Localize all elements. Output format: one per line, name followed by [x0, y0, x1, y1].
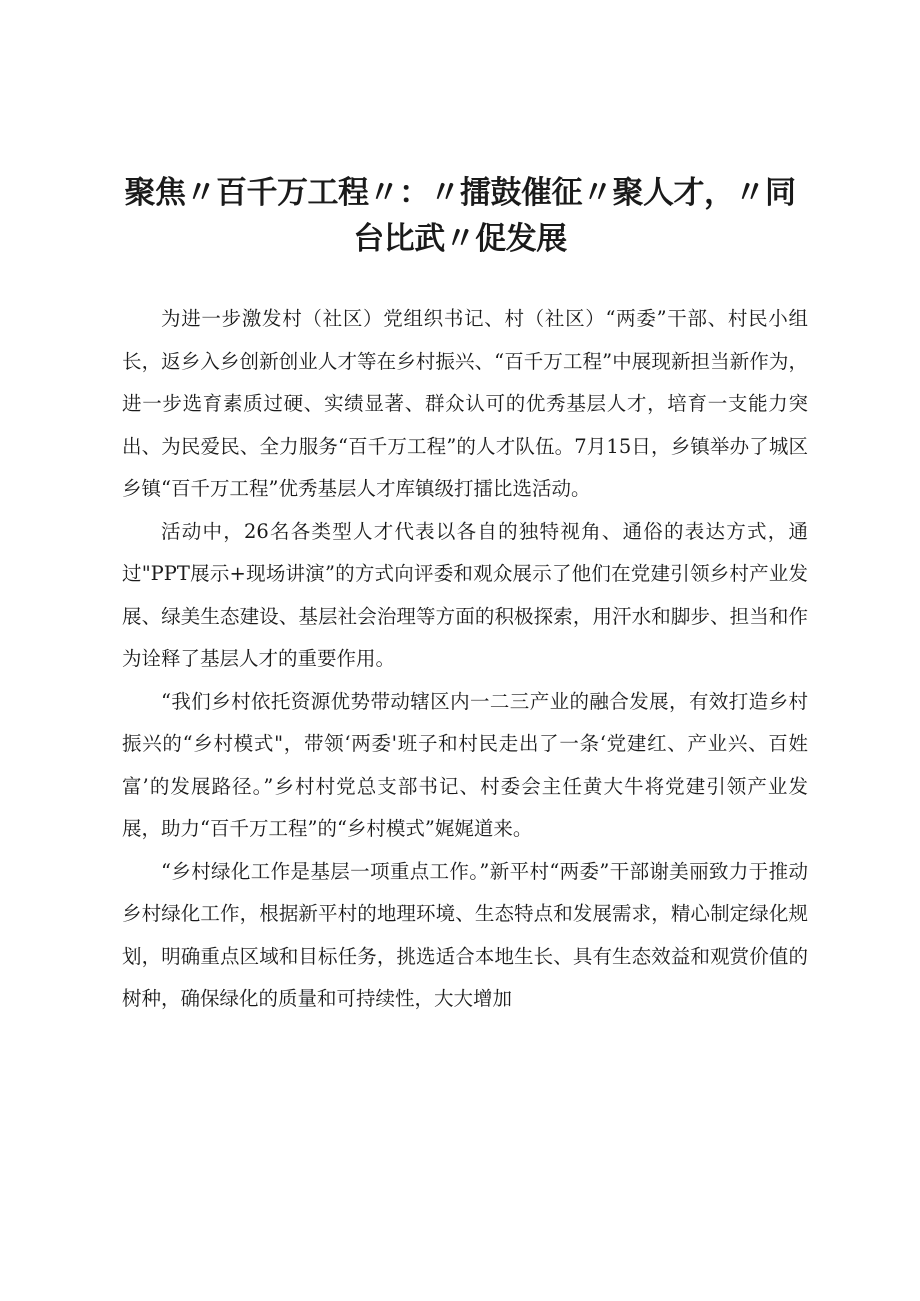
- paragraph: “乡村绿化工作是基层一项重点工作。”新平村“两委”干部谢美丽致力于推动乡村绿化工作，根据新平村的地理环境、生态特点和发展需求，精心制定绿化规划，明确重点区域和目标任务，挑选适合本地生长、具有生态效益和观赏价值的树种，确保绿化的质量和可持续性，大大增加: [122, 859, 808, 1010]
- paragraph: “我们乡村依托资源优势带动辖区内一二三产业的融合发展，有效打造乡村振兴的“乡村模式"，带领‘两委'班子和村民走出了一条‘党建红、产业兴、百姓富’的发展路径。”乡村村党总支部书记、村委会主任黄大牛将党建引领产业发展，助力“百千万工程”的“乡村模式”娓娓道来。: [122, 689, 808, 840]
- document-title: 聚焦〃百千万工程〃：〃擂鼓催征〃聚人才，〃同台比武〃促发展: [124, 175, 796, 257]
- paragraph: 活动中，26名各类型人才代表以各自的独特视角、通俗的表达方式，通过"PPT展示+现场讲演”的方式向评委和观众展示了他们在党建引领乡村产业发展、绿美生态建设、基层社会治理等方面的积极探索，用汗水和脚步、担当和作为诠释了基层人才的重要作用。: [122, 519, 808, 670]
- document-body: [122, 298, 808, 1021]
- paragraph: 为进一步激发村（社区）党组织书记、村（社区）“两委”干部、村民小组长，返乡入乡创新创业人才等在乡村振兴、“百千万工程”中展现新担当新作为，进一步选育素质过硬、实绩显著、群众认可的优秀基层人才，培育一支能力突出、为民爱民、全力服务“百千万工程”的人才队伍。7月15日，乡镇举办了城区乡镇“百千万工程”优秀基层人才库镇级打擂比选活动。: [122, 307, 808, 500]
